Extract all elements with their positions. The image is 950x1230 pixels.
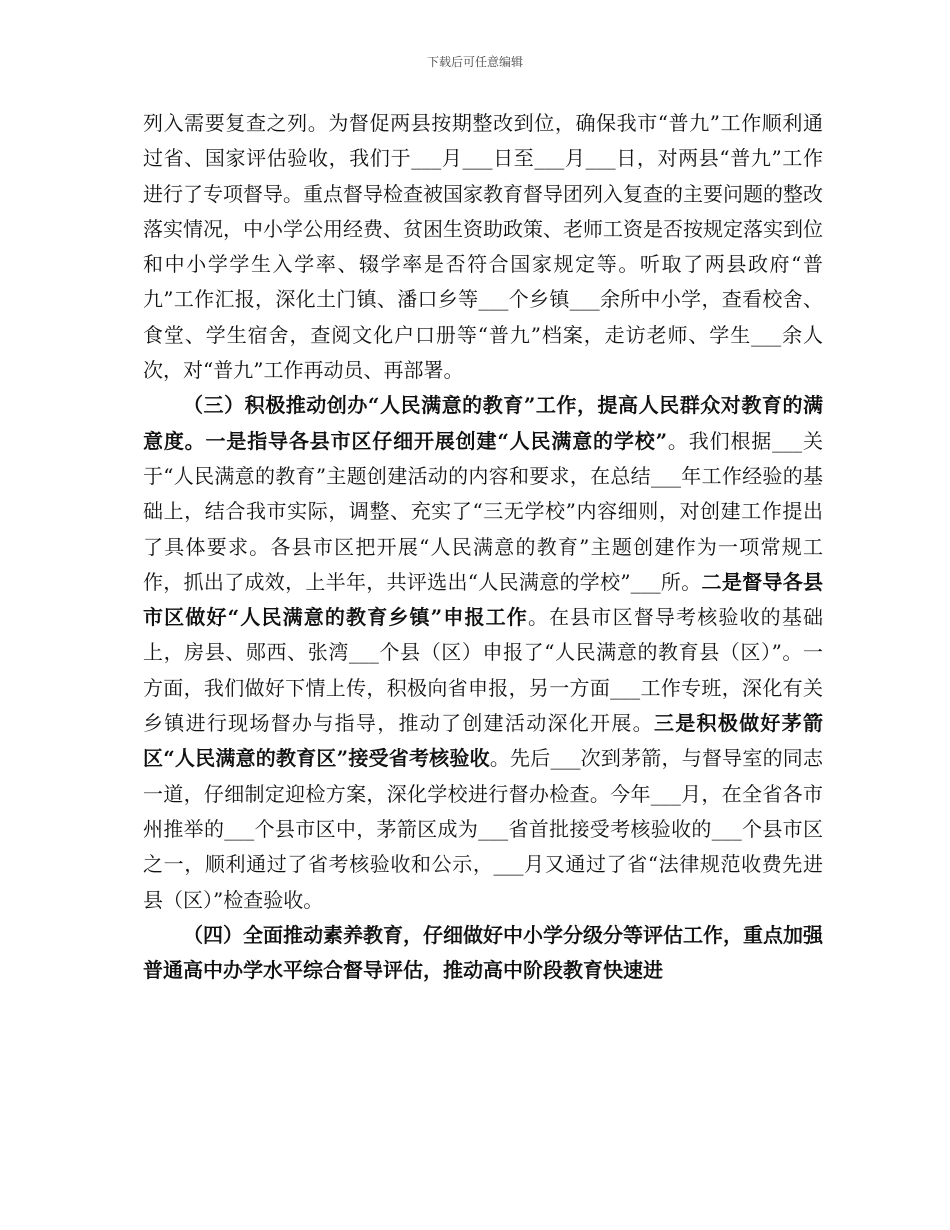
point-2-text: 。在县市区督导考核验收的基础上，房县、郧西、张湾___个县（区）申报了“人民满意的教育县（区）”。一方面，我们做好下情上传，积极向省申报，另一方面___工作专班，深化有关乡镇进行现场督办与指导，推动了创建活动深化开展。 <box>143 605 823 736</box>
page-header: 下载后可任意编辑 <box>426 55 523 69</box>
point-2-heading: 二是督导各县市区做好“人民满意的教育乡镇”申报工作 <box>143 569 824 630</box>
point-1-text: 。我们根据___关于“人民满意的教育”主题创建活动的内容和要求，在总结___年工作经验的基础上，结合我市实际，调整、充实了“三无学校”内容细则，对创建工作提出了具体要求。各县市区把开展“人民满意的教育”主题创建作为一项常规工作，抓出了成效，上半年，共评选出“人民满意的学校”___所。 <box>143 428 823 594</box>
paragraph-2 <box>143 388 823 917</box>
paragraph-3 <box>143 918 823 989</box>
document-body <box>143 106 823 988</box>
point-3-text: 。先后___次到茅箭，与督导室的同志一道，仔细制定迎检方案，深化学校进行督办检查。今年___月，在全省各市州推举的___个县市区中，茅箭区成为___省首批接受考核验收的___个县市区之一，顺利通过了省考核验收和公示，___月又通过了省“法律规范收费先进县（区）”检查验收。 <box>143 746 824 912</box>
section-heading-3: （三）积极推动创办“人民满意的教育”工作，提高人民群众对教育的满意度。 <box>143 393 823 453</box>
paragraph-1: 列入需要复查之列。为督促两县按期整改到位，确保我市“普九”工作顺利通过省、国家评估验收，我们于___月___日至___月___日，对两县“普九”工作进行了专项督导。重点督导检查被国家教育督导团列入复查的主要问题的整改落实情况，中小学公用经费、贫困生资助政策、老师工资是否按规定落实到位和中小学学生入学率、辍学率是否符合国家规定等。听取了两县政府“普九”工作汇报，深化土门镇、潘口乡等___个乡镇___余所中小学，查看校舍、食堂、学生宿舍，查阅文化户口册等“普九”档案，走访老师、学生___余人次，对“普九”工作再动员、再部署。 <box>143 111 823 383</box>
section-heading-4: （四）全面推动素养教育，仔细做好中小学分级分等评估工作，重点加强普通高中办学水平综合督导评估，推动高中阶段教育快速进 <box>143 922 823 983</box>
point-1-heading: 一是指导各县市区仔细开展创建“人民满意的学校” <box>205 428 668 453</box>
point-3-heading: 三是积极做好茅箭区“人民满意的教育区”接受省考核验收 <box>143 711 824 771</box>
